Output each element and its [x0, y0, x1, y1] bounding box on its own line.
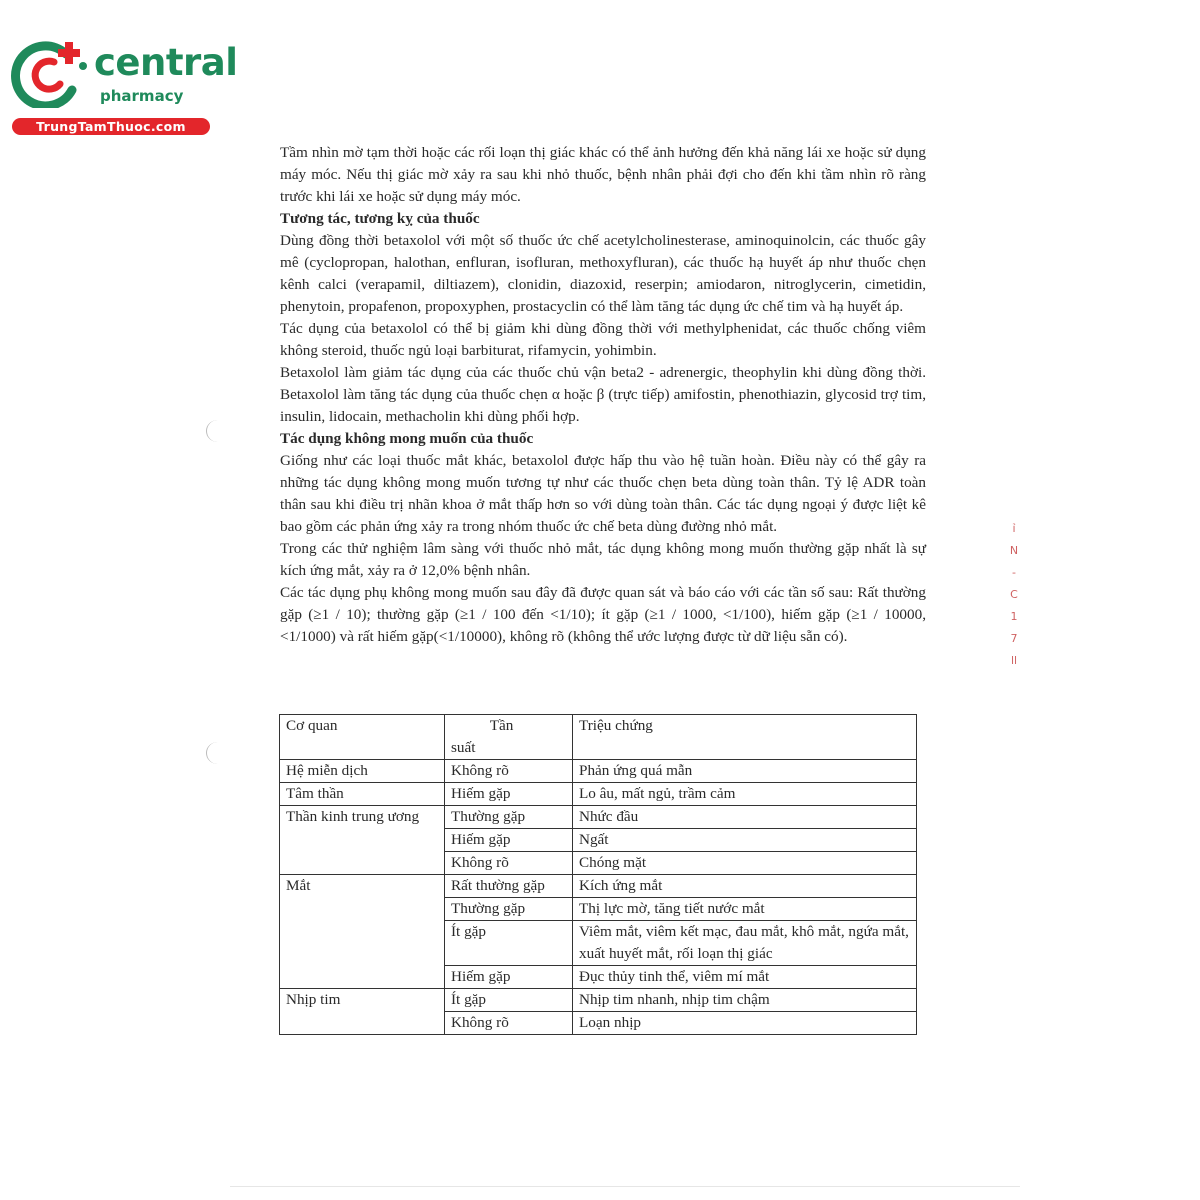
- symptom-cell: Viêm mắt, viêm kết mạc, đau mắt, khô mắt, ngứa mắt, xuất huyết mắt, rối loạn thị giác: [573, 921, 917, 966]
- symptom-cell: Loạn nhịp: [573, 1012, 917, 1035]
- logo: [10, 38, 238, 138]
- frequency-cell: Hiếm gặp: [445, 966, 573, 989]
- paragraph-vision: Tầm nhìn mờ tạm thời hoặc các rối loạn thị giác khác có thể ảnh hưởng đến khả năng lái xe hoặc sử dụng máy móc. Nếu thị giác mờ xảy ra sau khi nhỏ thuốc, bệnh nhân phải đợi cho đến khi tầm nhìn rõ ràng trước khi lái xe hoặc sử dụng máy móc.: [280, 144, 926, 205]
- header-frequency-line2: suất: [451, 739, 476, 756]
- organ-cell: Tâm thần: [280, 783, 445, 806]
- paragraph-interactions-3: Betaxolol làm giảm tác dụng của các thuốc chủ vận beta2 - adrenergic, theophylin khi dùng đồng thời. Betaxolol làm tăng tác dụng của thuốc chẹn α hoặc β (trực tiếp) amifostin, phenothiazin, glycosid trợ tim, insulin, lidocain, methacholin khi dùng phối hợp.: [280, 364, 926, 425]
- header-symptom: Triệu chứng: [573, 715, 917, 760]
- stamp-char: ll: [1010, 654, 1018, 667]
- symptom-cell: Nhịp tim nhanh, nhịp tim chậm: [573, 989, 917, 1012]
- organ-cell: Thần kinh trung ương: [280, 806, 445, 875]
- symptom-cell: Ngất: [573, 829, 917, 852]
- header-organ: Cơ quan: [280, 715, 445, 760]
- paragraph-adverse-1: Giống như các loại thuốc mắt khác, betaxolol được hấp thu vào hệ tuần hoàn. Điều này có thể gây ra những tác dụng không mong muốn tương tự như các thuốc chẹn beta dùng toàn thân. Tỷ lệ ADR toàn thân sau khi điều trị nhãn khoa ở mắt thấp hơn so với dùng toàn thân. Các tác dụng ngoại ý được liệt kê bao gồm các phản ứng xảy ra trong nhóm thuốc ức chế beta dùng đường nhỏ mắt.: [280, 452, 926, 535]
- heading-adverse-effects: Tác dụng không mong muốn của thuốc: [280, 430, 534, 447]
- frequency-cell: Hiếm gặp: [445, 783, 573, 806]
- header-frequency: [445, 715, 573, 760]
- symptom-cell: Thị lực mờ, tăng tiết nước mắt: [573, 898, 917, 921]
- punch-hole-mark: [206, 742, 229, 764]
- heading-interactions: Tương tác, tương kỵ của thuốc: [280, 210, 480, 227]
- document-body: [280, 142, 926, 648]
- frequency-cell: Ít gặp: [445, 989, 573, 1012]
- stamp-char: C: [1010, 588, 1018, 601]
- paragraph-adverse-2: Trong các thử nghiệm lâm sàng với thuốc nhỏ mắt, tác dụng không mong muốn thường gặp nhất là sự kích ứng mắt, xảy ra ở 12,0% bệnh nhân.: [280, 540, 926, 579]
- pharmacy-logo-icon: [10, 38, 92, 108]
- logo-site-badge: TrungTamThuoc.com: [12, 118, 210, 135]
- stamp-char: 1: [1010, 610, 1018, 623]
- frequency-cell: Không rõ: [445, 852, 573, 875]
- frequency-cell: Ít gặp: [445, 921, 573, 966]
- organ-cell: Mắt: [280, 875, 445, 989]
- symptom-cell: Kích ứng mắt: [573, 875, 917, 898]
- organ-cell: Nhịp tim: [280, 989, 445, 1035]
- symptom-cell: Nhức đầu: [573, 806, 917, 829]
- table-row: [280, 760, 917, 783]
- page-bottom-edge: [230, 1186, 1020, 1187]
- punch-hole-mark: [206, 420, 229, 442]
- logo-sub-text: pharmacy: [100, 87, 184, 105]
- stamp-char: ỉ: [1012, 522, 1016, 535]
- header-frequency-line1: Tần: [489, 717, 514, 734]
- paragraph-adverse-3: Các tác dụng phụ không mong muốn sau đây đã được quan sát và báo cáo với các tần số sau: Rất thường gặp (≥1 / 10); thường gặp (≥1 / 100 đến <1/10); ít gặp (≥1 / 1000, <1/100), hiếm gặp (≥1 / 10000, <1/1000) và rất hiếm gặp(<1/10000), không rõ (không thể ước lượng được từ dữ liệu sẵn có).: [280, 584, 926, 645]
- frequency-cell: Không rõ: [445, 1012, 573, 1035]
- frequency-cell: Thường gặp: [445, 806, 573, 829]
- symptom-cell: Đục thủy tinh thể, viêm mí mắt: [573, 966, 917, 989]
- table-row: [280, 806, 917, 829]
- logo-brand-text: central: [94, 41, 238, 84]
- paragraph-interactions-1: Dùng đồng thời betaxolol với một số thuốc ức chế acetylcholinesterase, aminoquinolcin, các thuốc gây mê (cyclopropan, halothan, enfluran, isofluran, methoxyfluran), các thuốc hạ huyết áp như thuốc chẹn kênh calci (verapamil, diltiazem), clonidin, diazoxid, reserpin; amiodaron, nitroglycerin, cimetidin, phenytoin, propafenon, propoxyphen, prostacyclin có thể làm tăng tác dụng ức chế tim và hạ huyết áp.: [280, 232, 926, 315]
- margin-stamp: [1006, 518, 1022, 672]
- frequency-cell: Không rõ: [445, 760, 573, 783]
- symptom-cell: Phản ứng quá mẫn: [573, 760, 917, 783]
- table-row: [280, 875, 917, 898]
- table-header-row: [280, 715, 917, 760]
- frequency-cell: Hiếm gặp: [445, 829, 573, 852]
- frequency-cell: Rất thường gặp: [445, 875, 573, 898]
- table-row: [280, 783, 917, 806]
- adverse-effects-table: [279, 714, 917, 1035]
- stamp-char: -: [1012, 566, 1016, 579]
- symptom-cell: Chóng mặt: [573, 852, 917, 875]
- paragraph-interactions-2: Tác dụng của betaxolol có thể bị giảm khi dùng đồng thời với methylphenidat, các thuốc chống viêm không steroid, thuốc ngủ loại barbiturat, rifamycin, yohimbin.: [280, 320, 926, 359]
- stamp-char: N: [1009, 544, 1019, 557]
- symptom-cell: Lo âu, mất ngủ, trầm cảm: [573, 783, 917, 806]
- stamp-char: 7: [1010, 632, 1018, 645]
- organ-cell: Hệ miễn dịch: [280, 760, 445, 783]
- table-row: [280, 989, 917, 1012]
- frequency-cell: Thường gặp: [445, 898, 573, 921]
